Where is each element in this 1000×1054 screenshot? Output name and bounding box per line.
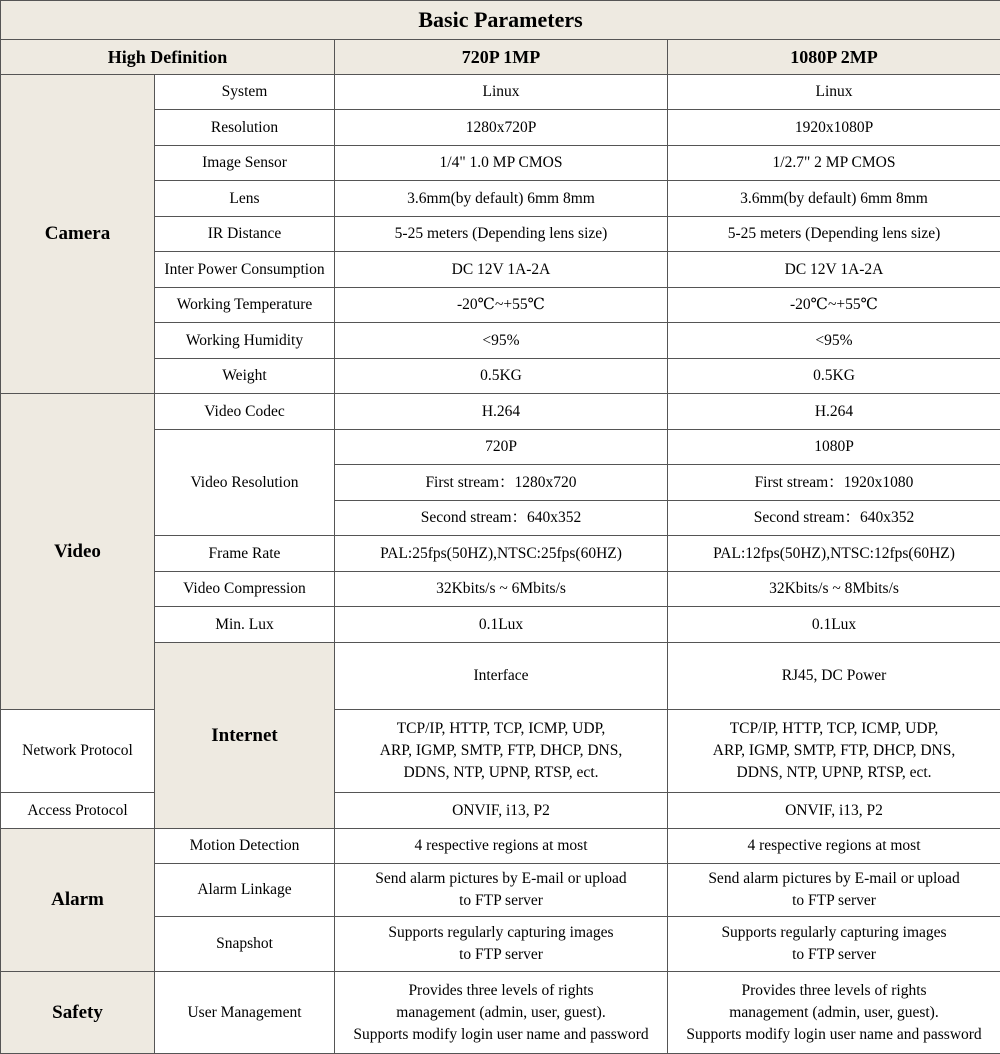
param-value-720p: H.264: [335, 394, 668, 430]
value-line: management (admin, user, guest).: [339, 1002, 663, 1024]
param-value-1080p: PAL:12fps(50HZ),NTSC:12fps(60HZ): [668, 536, 1000, 572]
param-value-1080p: [668, 864, 1000, 917]
param-value-720p: [335, 917, 668, 972]
param-value-720p: 4 respective regions at most: [335, 829, 668, 864]
param-value-720p: 0.5KG: [335, 359, 668, 394]
param-value-720p: RJ45, DC Power: [668, 643, 1000, 710]
param-name: Resolution: [155, 110, 335, 146]
param-value-720p: 0.1Lux: [335, 607, 668, 643]
param-value-720p: Linux: [335, 75, 668, 110]
value-line: Supports modify login user name and password: [339, 1024, 663, 1046]
value-line: ARP, IGMP, SMTP, FTP, DHCP, DNS,: [339, 740, 663, 762]
value-line: management (admin, user, guest).: [672, 1002, 996, 1024]
value-line: to FTP server: [672, 890, 996, 912]
value-line: TCP/IP, HTTP, TCP, ICMP, UDP,: [339, 718, 663, 740]
param-value-720p: [335, 710, 668, 793]
param-value-720p: [335, 864, 668, 917]
header-category: High Definition: [1, 40, 335, 75]
param-name: Network Protocol: [1, 710, 155, 793]
param-value-1080p: H.264: [668, 394, 1000, 430]
param-name: Working Temperature: [155, 288, 335, 323]
param-value-1080p: [668, 710, 1000, 793]
param-name: Video Compression: [155, 572, 335, 607]
param-name: User Management: [155, 972, 335, 1054]
header-col-720p: 720P 1MP: [335, 40, 668, 75]
param-name: Inter Power Consumption: [155, 252, 335, 288]
param-value-720p: First stream：1280x720: [335, 465, 668, 501]
category-video: Video: [1, 394, 155, 710]
param-value-1080p: Second stream：640x352: [668, 501, 1000, 536]
value-line: Supports regularly capturing images: [339, 922, 663, 944]
param-name: Interface: [335, 643, 668, 710]
param-value-720p: Second stream：640x352: [335, 501, 668, 536]
param-value-720p: 32Kbits/s ~ 6Mbits/s: [335, 572, 668, 607]
value-line: ARP, IGMP, SMTP, FTP, DHCP, DNS,: [672, 740, 996, 762]
value-line: to FTP server: [339, 944, 663, 966]
param-value-1080p: 0.5KG: [668, 359, 1000, 394]
param-name: Weight: [155, 359, 335, 394]
param-value-1080p: -20℃~+55℃: [668, 288, 1000, 323]
param-name: Frame Rate: [155, 536, 335, 572]
param-name: Image Sensor: [155, 146, 335, 181]
value-line: Supports modify login user name and password: [672, 1024, 996, 1046]
param-name: System: [155, 75, 335, 110]
value-line: Send alarm pictures by E-mail or upload: [339, 868, 663, 890]
table-row: [1, 710, 1000, 793]
table-row: [1, 793, 1000, 829]
param-value-1080p: DC 12V 1A-2A: [668, 252, 1000, 288]
param-value-1080p: 0.1Lux: [668, 607, 1000, 643]
param-name: Working Humidity: [155, 323, 335, 359]
param-name: Video Codec: [155, 394, 335, 430]
param-value-1080p: 1080P: [668, 430, 1000, 465]
param-value-720p: DC 12V 1A-2A: [335, 252, 668, 288]
param-value-1080p: 3.6mm(by default) 6mm 8mm: [668, 181, 1000, 217]
value-line: to FTP server: [339, 890, 663, 912]
param-value-720p: [335, 972, 668, 1054]
param-name: Video Resolution: [155, 430, 335, 536]
param-name: Alarm Linkage: [155, 864, 335, 917]
param-value-720p: -20℃~+55℃: [335, 288, 668, 323]
param-value-1080p: [668, 917, 1000, 972]
value-line: Provides three levels of rights: [339, 980, 663, 1002]
param-value-1080p: 1/2.7" 2 MP CMOS: [668, 146, 1000, 181]
param-value-720p: ONVIF, i13, P2: [335, 793, 668, 829]
value-line: TCP/IP, HTTP, TCP, ICMP, UDP,: [672, 718, 996, 740]
table-row: [1, 829, 1000, 864]
header-col-1080p: 1080P 2MP: [668, 40, 1000, 75]
param-value-1080p: [668, 972, 1000, 1054]
param-name: Lens: [155, 181, 335, 217]
param-value-1080p: 5-25 meters (Depending lens size): [668, 217, 1000, 252]
param-value-1080p: <95%: [668, 323, 1000, 359]
category-internet: Internet: [155, 643, 335, 829]
category-camera: Camera: [1, 75, 155, 394]
param-name: Access Protocol: [1, 793, 155, 829]
param-value-720p: 3.6mm(by default) 6mm 8mm: [335, 181, 668, 217]
table-row: [1, 972, 1000, 1054]
param-name: Min. Lux: [155, 607, 335, 643]
param-value-1080p: 4 respective regions at most: [668, 829, 1000, 864]
table-row: [1, 75, 1000, 110]
table-title: Basic Parameters: [1, 1, 1000, 40]
param-value-1080p: Linux: [668, 75, 1000, 110]
value-line: Provides three levels of rights: [672, 980, 996, 1002]
param-value-720p: 1280x720P: [335, 110, 668, 146]
param-value-1080p: 32Kbits/s ~ 8Mbits/s: [668, 572, 1000, 607]
param-value-1080p: First stream：1920x1080: [668, 465, 1000, 501]
value-line: DDNS, NTP, UPNP, RTSP, ect.: [672, 762, 996, 784]
table-row: [1, 394, 1000, 430]
param-name: IR Distance: [155, 217, 335, 252]
value-line: Send alarm pictures by E-mail or upload: [672, 868, 996, 890]
param-value-720p: PAL:25fps(50HZ),NTSC:25fps(60HZ): [335, 536, 668, 572]
param-value-720p: <95%: [335, 323, 668, 359]
category-alarm: Alarm: [1, 829, 155, 972]
param-value-720p: 5-25 meters (Depending lens size): [335, 217, 668, 252]
param-name: Motion Detection: [155, 829, 335, 864]
value-line: DDNS, NTP, UPNP, RTSP, ect.: [339, 762, 663, 784]
value-line: to FTP server: [672, 944, 996, 966]
value-line: Supports regularly capturing images: [672, 922, 996, 944]
param-value-1080p: 1920x1080P: [668, 110, 1000, 146]
param-value-720p: 720P: [335, 430, 668, 465]
param-value-720p: 1/4" 1.0 MP CMOS: [335, 146, 668, 181]
param-value-1080p: ONVIF, i13, P2: [668, 793, 1000, 829]
category-safety: Safety: [1, 972, 155, 1054]
param-name: Snapshot: [155, 917, 335, 972]
